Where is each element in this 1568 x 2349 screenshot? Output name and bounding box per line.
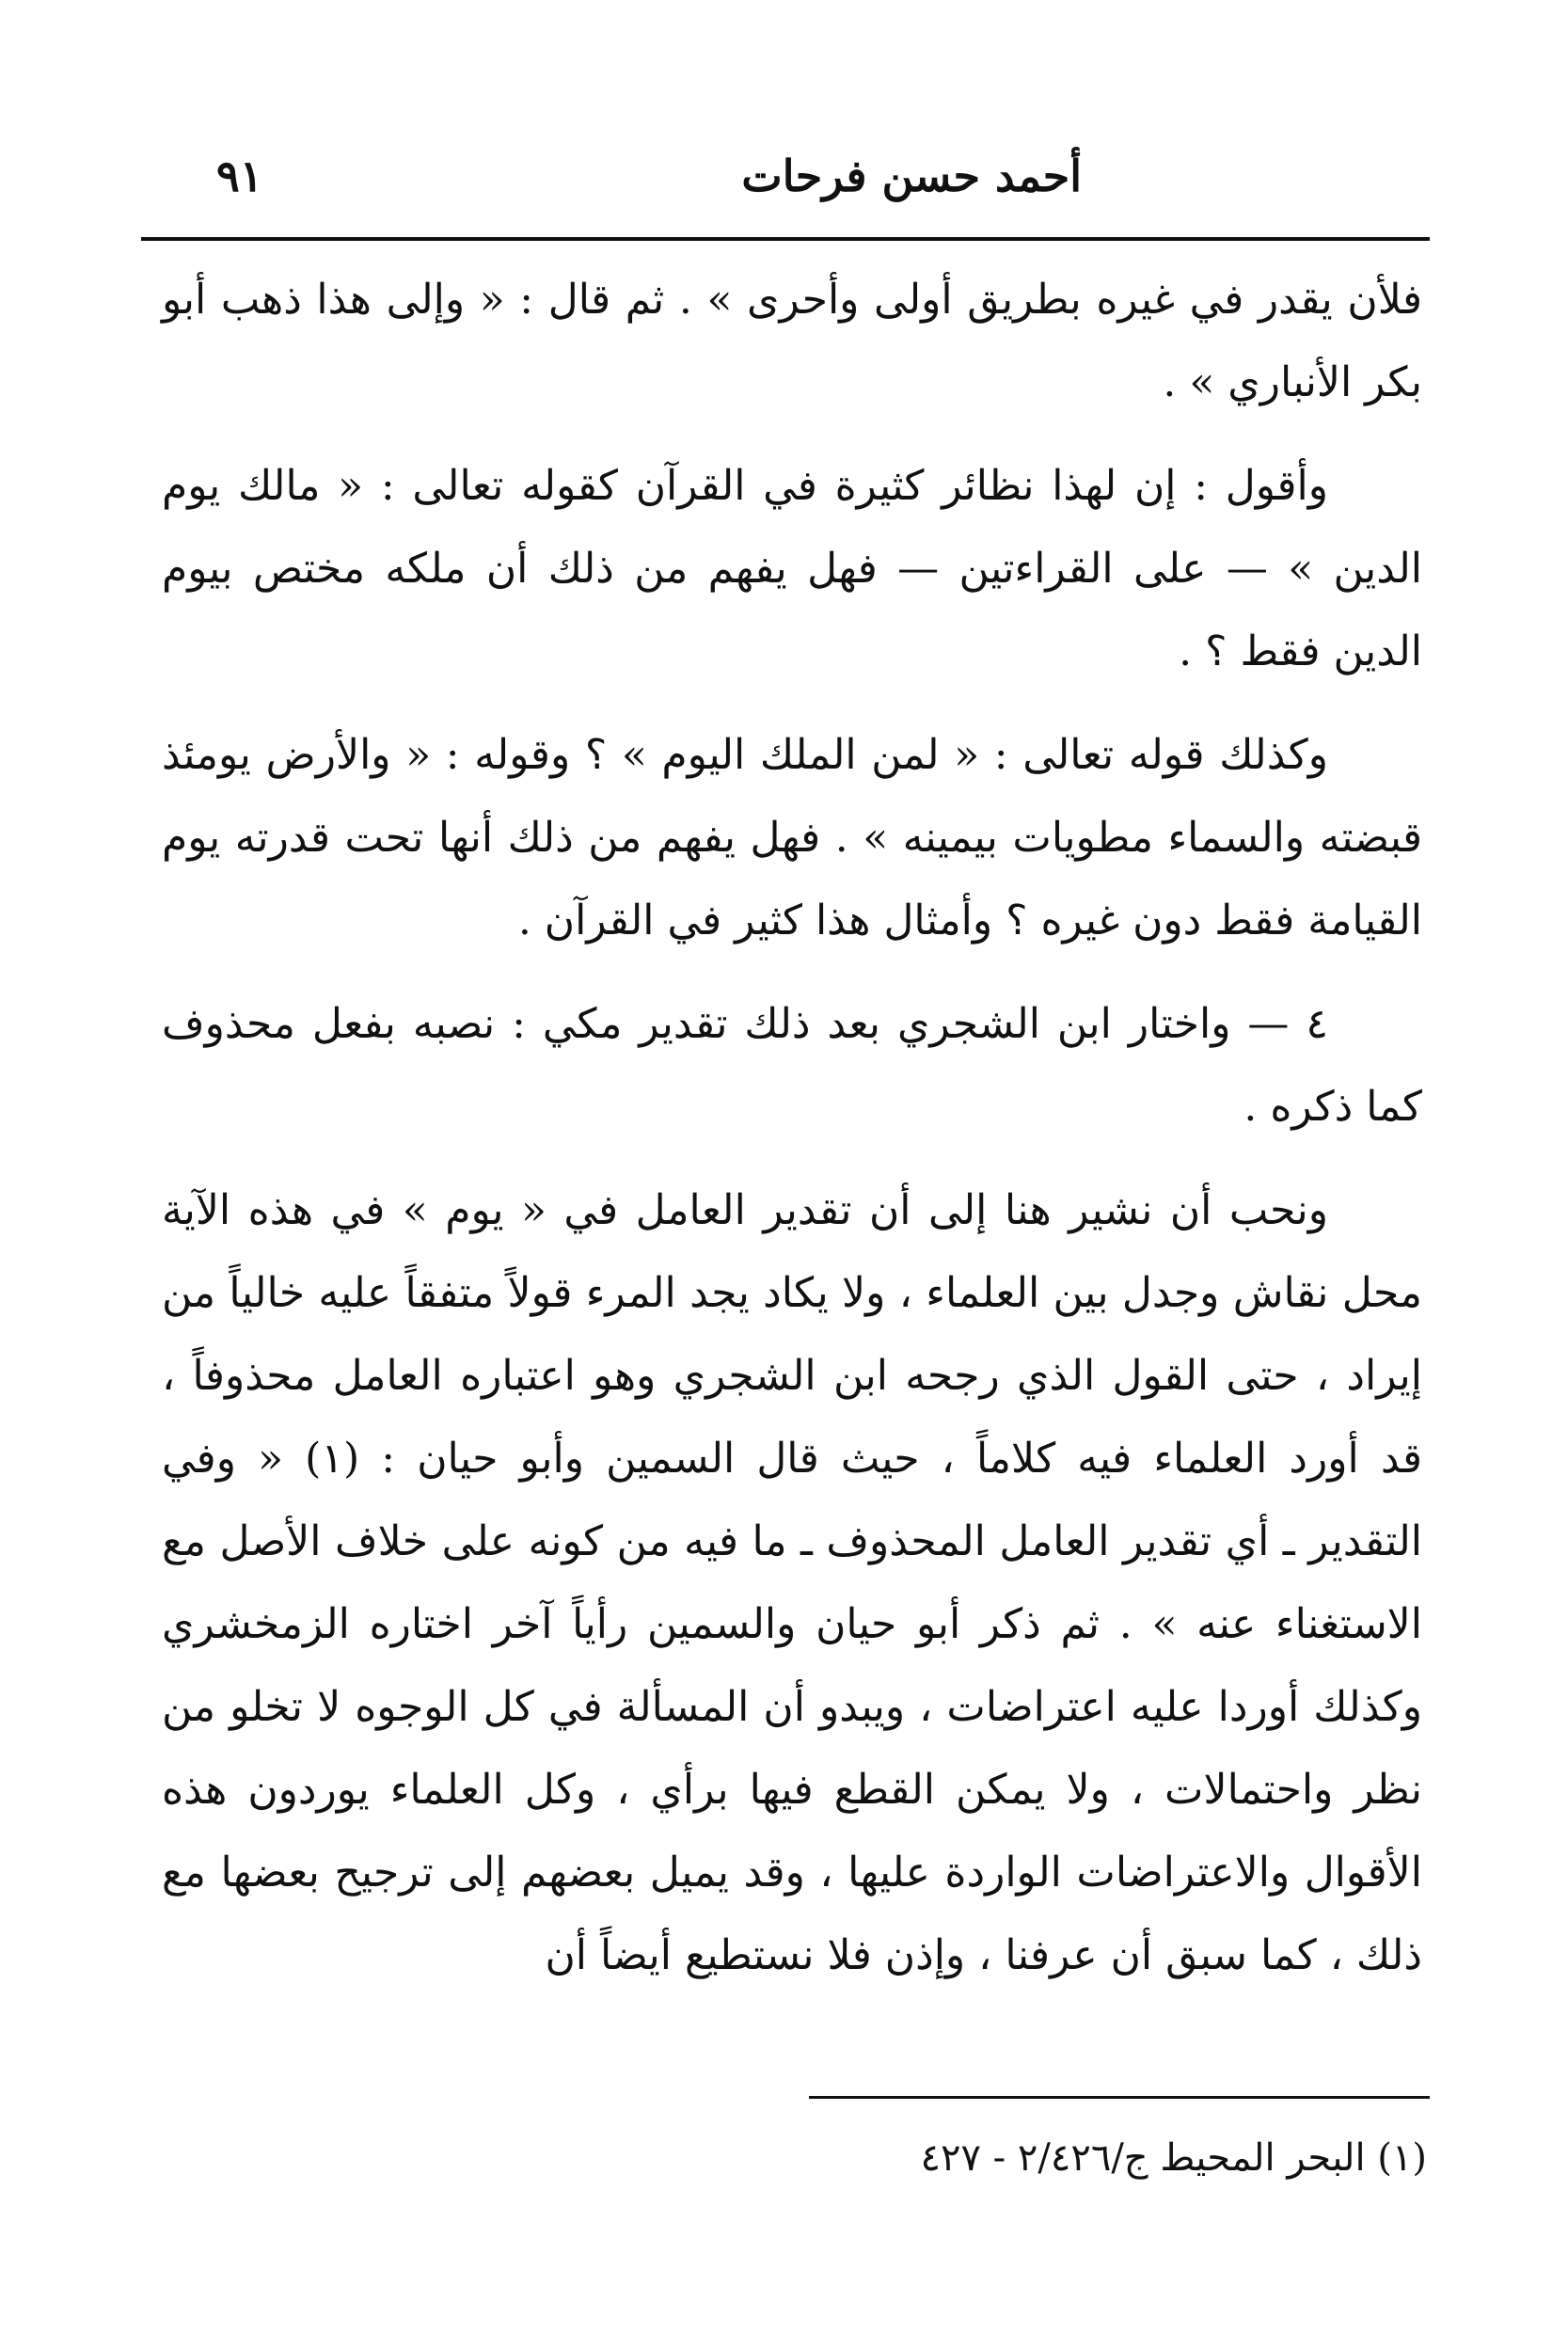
page-number: ٩١	[216, 151, 263, 201]
paragraph-1: فلأن يقدر في غيره بطريق أولى وأحرى » . ثم قال : « وإلى هذا ذهب أبو بكر الأنباري » .	[162, 276, 1422, 406]
header-divider	[141, 237, 1430, 241]
footnote: (١) البحر المحيط ج/٢/٤٢٦ - ٤٢٧	[920, 2136, 1427, 2180]
paragraph-4: ٤ — واختار ابن الشجري بعد ذلك تقدير مكي : نصبه بفعل محذوف كما ذكره .	[162, 1000, 1422, 1131]
paragraph-2: وأقول : إن لهذا نظائر كثيرة في القرآن كقوله تعالى : « مالك يوم الدين » — على القراءتين — فهل يفهم من ذلك أن ملكه مختص بيوم الدين فقط ؟ .	[162, 462, 1422, 675]
paragraph-5: ونحب أن نشير هنا إلى أن تقدير العامل في « يوم » في هذه الآية محل نقاش وجدل بين العلماء ، ولا يكاد يجد المرء قولاً متفقاً عليه خالياً من إيراد ، حتى القول الذي رجحه ابن الشجري وهو اعتباره العامل محذوفاً ، قد أورد العلماء فيه كلاماً ، حيث قال السمين وأبو حيان : (١) « وفي التقدير ـ أي تقدير العامل المحذوف ـ ما فيه من كونه على خلاف الأصل مع الاستغناء عنه » . ثم ذكر أبو حيان والسمين رأياً آخر اختاره الزمخشري وكذلك أوردا عليه اعتراضات ، ويبدو أن المسألة في كل الوجوه لا تخلو من نظر واحتمالات ، ولا يمكن القطع فيها برأي ، وكل العلماء يوردون هذه الأقوال والاعتراضات الواردة عليها ، وقد يميل بعضهم إلى ترجيح بعضها مع ذلك ، كما سبق أن عرفنا ، وإذن فلا نستطيع أيضاً أن	[162, 1186, 1422, 1979]
page-header	[141, 151, 1430, 235]
paragraph-3: وكذلك قوله تعالى : « لمن الملك اليوم » ؟ وقوله : « والأرض يومئذ قبضته والسماء مطويات بيمينه » . فهل يفهم من ذلك أنها تحت قدرته يوم القيامة فقط دون غيره ؟ وأمثال هذا كثير في القرآن .	[162, 731, 1422, 944]
body-text	[162, 259, 1422, 2018]
footnote-divider	[809, 2096, 1430, 2099]
running-title: أحمد حسن فرحات	[741, 151, 1082, 201]
